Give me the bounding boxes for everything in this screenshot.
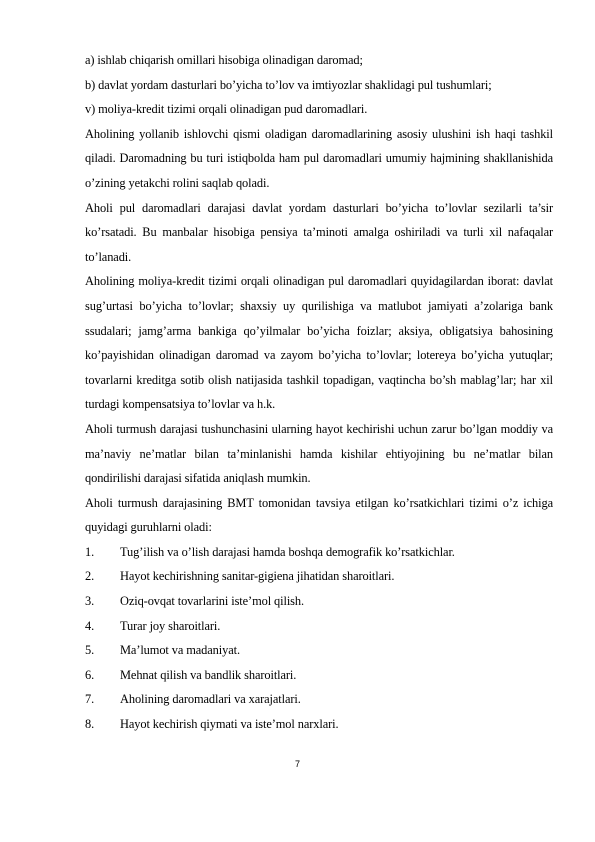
list-number: 7. — [85, 692, 95, 707]
page-number: 7 — [294, 759, 300, 769]
list-number: 3. — [85, 594, 95, 609]
list-number: 2. — [85, 569, 95, 584]
list-item — [85, 614, 553, 639]
paragraph-item-a: a) ishlab chiqarish omillari hisobiga olinadigan daromad; — [85, 53, 363, 67]
list-item — [85, 687, 553, 712]
list-item — [85, 540, 553, 565]
list-text: Hayot kechirish qiymati va iste’mol narxlari. — [120, 717, 339, 732]
paragraph-un-indicators: Aholi turmush darajasining BMT tomonidan tavsiya etilgan ko’rsatkichlari tizimi o’z ichiga quyidagi guruhlarni oladi: — [85, 495, 553, 535]
paragraph-item-b: b) davlat yordam dasturlari bo’yicha to’lov va imtiyozlar shaklidagi pul tushumlari; — [85, 77, 492, 92]
paragraph-state-programs: Aholi pul daromadlari darajasi davlat yordam dasturlari bo’yicha to’lovlar sezilarli ta’sir ko’rsatadi. Bu manbalar hisobiga pensiya ta’minoti amalga oshiriladi va turli xil nafaqalar to’lanadi. — [85, 200, 553, 264]
paragraph-living-standard: Aholi turmush darajasi tushunchasini ularning hayot kechirishi uchun zarur bo’lgan moddiy va ma’naviy ne’matlar bilan ta’minlanishi hamda kishilar ehtiyojining bu ne’matlar bilan qondirilishi darajasi sifatida aniqlash mumkin. — [85, 421, 553, 486]
list-number: 1. — [85, 544, 95, 559]
paragraph-wage-share: Aholining yollanib ishlovchi qismi oladigan daromadlarining asosiy ulushini ish haqi tashkil qiladi. Daromadning bu turi istiqbolda ham pul daromadlari umumiy hajmining shakllanishida o’zining yetakchi rolini saqlab qoladi. — [85, 126, 553, 190]
list-text: Ma’lumot va madaniyat. — [120, 643, 240, 658]
indicator-list — [85, 540, 553, 737]
list-item — [85, 638, 553, 663]
list-item — [85, 589, 553, 614]
list-item — [85, 663, 553, 688]
list-number: 6. — [85, 667, 95, 682]
list-text: Tug’ilish va o’lish darajasi hamda boshqa demografik ko’rsatkichlar. — [120, 544, 455, 559]
list-text: Mehnat qilish va bandlik sharoitlari. — [120, 667, 297, 682]
list-number: 4. — [85, 618, 95, 633]
list-item — [85, 712, 553, 737]
list-text: Turar joy sharoitlari. — [120, 618, 221, 633]
page-content — [85, 48, 553, 737]
list-number: 5. — [85, 643, 95, 658]
list-text: Oziq-ovqat tovarlarini iste’mol qilish. — [120, 594, 304, 609]
list-text: Aholining daromadlari va xarajatlari. — [120, 692, 301, 707]
paragraph-item-v: v) moliya-kredit tizimi orqali olinadigan pud daromadlari. — [85, 102, 368, 117]
list-text: Hayot kechirishning sanitar-gigiena jihatidan sharoitlari. — [120, 569, 395, 584]
list-number: 8. — [85, 717, 95, 732]
paragraph-credit-system: Aholining moliya-kredit tizimi orqali olinadigan pul daromadlari quyidagilardan iborat: davlat sug’urtasi bo’yicha to’lovlar; shaxsiy uy qurilishiga va matlubot jamiyati a’zolariga bank ssudalari; jamg’arma bankiga qo’yilmalar bo’yicha foizlar; aksiya, obligatsiya bahosining ko’payishidan olinadigan daromad va zayom bo’yicha to’lovlar; lotereya bo’yicha yutuqlar; tovarlarni kreditga sotib olish natijasida tashkil topadigan, vaqtincha bo’sh mablag’lar; har xil turdagi kompensatsiya to’lovlar va h.k. — [85, 274, 553, 412]
list-item — [85, 564, 553, 589]
